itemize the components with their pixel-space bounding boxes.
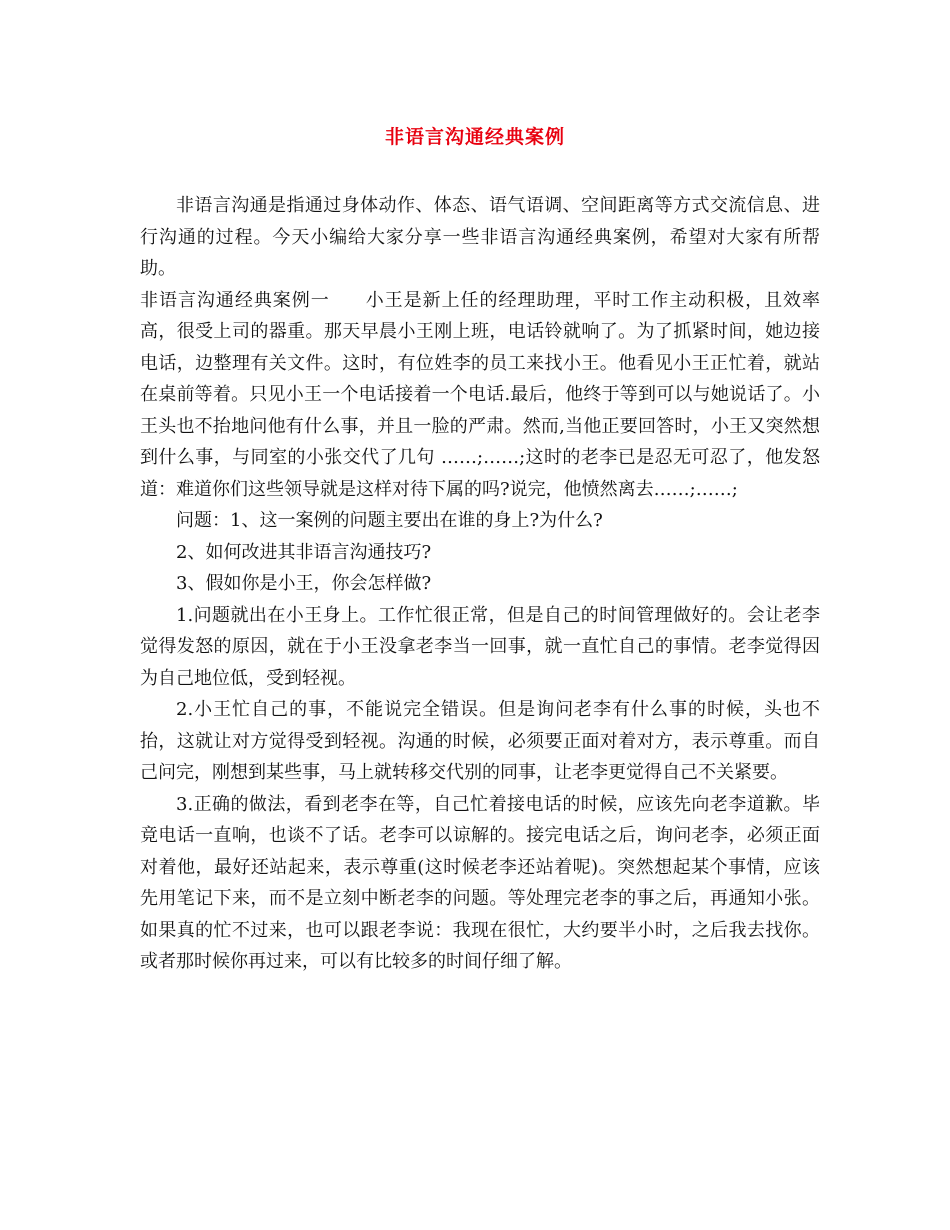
case-one-text: 小王是新上任的经理助理，平时工作主动积极，且效率高，很受上司的器重。那天早晨小王刚上班，电话铃就响了。为了抓紧时间，她边接电话，边整理有关文件。这时，有位姓李的员工来找小王。他看见小王正忙着，就站在桌前等着。只见小王一个电话接着一个电话.最后，他终于等到可以与她说话了。小王头也不抬地问他有什么事，并且一脸的严肃。然而,当他正要回答时，小王又突然想到什么事，与同室的小张交代了几句 ……;……;这时的老李已是忍无可忍了，他发怒道：难道你们这些领导就是这样对待下属的吗?说完，他愤然离去……;……; (140, 289, 821, 500)
case-one-label: 非语言沟通经典案例一 (140, 289, 330, 311)
intro-paragraph: 非语言沟通是指通过身体动作、体态、语气语调、空间距离等方式交流信息、进行沟通的过程。今天小编给大家分享一些非语言沟通经典案例，希望对大家有所帮助。 (140, 195, 820, 279)
answer-3: 3.正确的做法，看到老李在等，自己忙着接电话的时候，应该先向老李道歉。毕竟电话一直响，也谈不了话。老李可以谅解的。接完电话之后，询问老李，必须正面对着他，最好还站起来，表示尊重(这时候老李还站着呢)。突然想起某个事情，应该先用笔记下来，而不是立刻中断老李的问题。等处理完老李的事之后，再通知小张。如果真的忙不过来，也可以跟老李说：我现在很忙，大约要半小时，之后我去找你。或者那时候你再过来，可以有比较多的时间仔细了解。 (140, 793, 820, 972)
question-2: 2、如何改进其非语言沟通技巧? (176, 541, 432, 563)
case-one-paragraph (140, 285, 820, 506)
question-1: 问题：1、这一案例的问题主要出在谁的身上?为什么? (176, 510, 603, 531)
document-title: 非语言沟通经典案例 (384, 126, 565, 148)
question-3: 3、假如你是小王，你会怎样做? (176, 573, 432, 594)
answer-2: 2.小王忙自己的事，不能说完全错误。但是询问老李有什么事的时候，头也不抬，这就让对方觉得受到轻视。沟通的时候，必须要正面对着对方，表示尊重。而自己问完，刚想到某些事，马上就转移交代别的同事，让老李更觉得自己不关紧要。 (140, 699, 820, 783)
answer-1: 1.问题就出在小王身上。工作忙很正常，但是自己的时间管理做好的。会让老李觉得发怒的原因，就在于小王没拿老李当一回事，就一直忙自己的事情。老李觉得因为自己地位低，受到轻视。 (140, 604, 820, 689)
document-body (140, 190, 820, 978)
